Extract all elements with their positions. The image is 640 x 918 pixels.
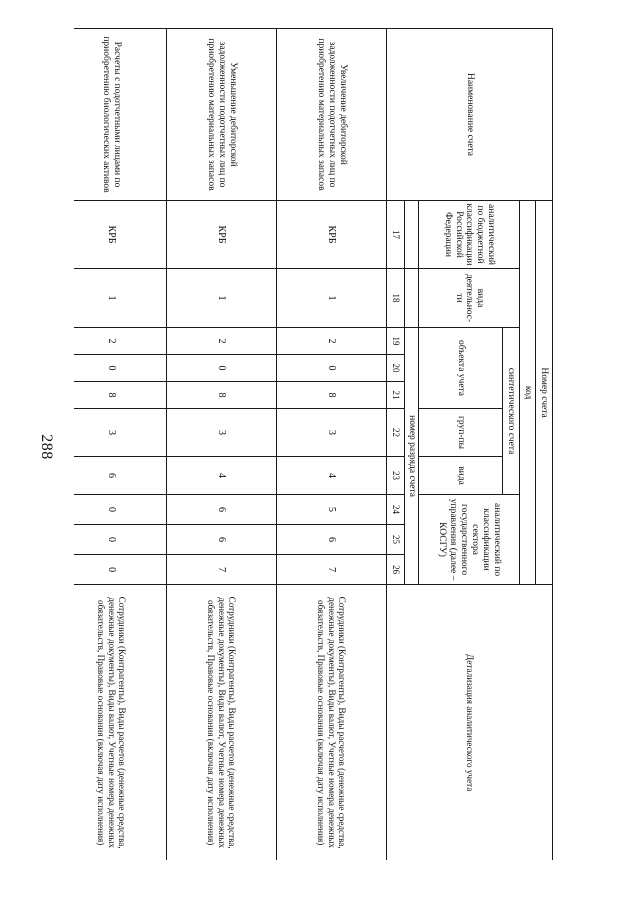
col-num-25: 25 [387, 525, 405, 555]
row-2-d20: 0 [167, 355, 277, 382]
row-1-d19: 2 [277, 328, 387, 355]
rotated-table-frame [74, 28, 553, 860]
col-num-26: 26 [387, 555, 405, 585]
row-2-d21: 8 [167, 382, 277, 409]
col-num-17: 17 [387, 201, 405, 269]
row-2-d18: 1 [167, 269, 277, 328]
row-2-d22: 3 [167, 409, 277, 457]
row-1-d23: 4 [277, 457, 387, 495]
row-2-d24: 6 [167, 495, 277, 525]
row-1-d18: 1 [277, 269, 387, 328]
row-1-d25: 6 [277, 525, 387, 555]
header-activity-type: вида деятельнос-ти [419, 269, 520, 328]
col-num-21: 21 [387, 382, 405, 409]
row-3-d22: 3 [74, 409, 167, 457]
header-account-number: Номер счета [536, 201, 553, 585]
col-num-22: 22 [387, 409, 405, 457]
row-1-d22: 3 [277, 409, 387, 457]
row-1-d24: 5 [277, 495, 387, 525]
row-1-krb: КРБ [277, 201, 387, 269]
col-num-23: 23 [387, 457, 405, 495]
table-row [277, 29, 387, 861]
table-row [74, 29, 167, 861]
header-spacer-17 [405, 201, 419, 269]
row-2-d23: 4 [167, 457, 277, 495]
row-3-d20: 0 [74, 355, 167, 382]
row-3-d19: 2 [74, 328, 167, 355]
row-2-d25: 6 [167, 525, 277, 555]
row-2-d26: 7 [167, 555, 277, 585]
col-num-18: 18 [387, 269, 405, 328]
header-digit-number: номер разряда счета [405, 328, 419, 585]
row-3-d21: 8 [74, 382, 167, 409]
header-code: код [520, 201, 536, 585]
col-num-24: 24 [387, 495, 405, 525]
table-row [167, 29, 277, 861]
row-1-d26: 7 [277, 555, 387, 585]
row-1-detail: Сотрудники (Контрагенты), Виды расчетов (денежные средства, денежные документы), Виды валют, Учетные номера денежных обязательств, Правовые основания (включая дату исполнения) [277, 585, 387, 860]
header-account-name: Наименование счета [387, 29, 553, 201]
row-3-detail: Сотрудники (Контрагенты), Виды расчетов (денежные средства, денежные документы), Виды валют, Учетные номера денежных обязательств, Правовые основания (включая дату исполнения) [74, 585, 167, 860]
row-2-krb: КРБ [167, 201, 277, 269]
row-3-name: Расчеты с подотчетными лицами по приобретению биологических активов [74, 29, 167, 201]
row-3-d18: 1 [74, 269, 167, 328]
header-group: груп-пы [419, 409, 503, 457]
header-kind: вида [419, 457, 503, 495]
row-1-name: Увеличение дебиторской задолженности подотчетных лиц по приобретению материальных запасов [277, 29, 387, 201]
row-3-d24: 0 [74, 495, 167, 525]
row-2-detail: Сотрудники (Контрагенты), Виды расчетов (денежные средства, денежные документы), Виды валют, Учетные номера денежных обязательств, Правовые основания (включая дату исполнения) [167, 585, 277, 860]
col-num-20: 20 [387, 355, 405, 382]
row-3-d26: 0 [74, 555, 167, 585]
header-analytical-kosgu: аналитический по классификации сектора государственного управления (далее – КОСГУ) [419, 495, 520, 585]
accounts-table [74, 28, 553, 860]
header-synthetic: синтетического счета [503, 328, 520, 495]
row-1-d20: 0 [277, 355, 387, 382]
page-number: 288 [37, 434, 55, 460]
row-3-d23: 6 [74, 457, 167, 495]
header-detail: Детализация аналитического учета [387, 585, 553, 860]
rotated-table-content [74, 28, 553, 860]
row-2-name: Уменьшение дебиторской задолженности подотчетных лиц по приобретению материальных запасов [167, 29, 277, 201]
header-spacer-18 [405, 269, 419, 328]
header-object: объекта учета [419, 328, 503, 409]
row-1-d21: 8 [277, 382, 387, 409]
row-3-krb: КРБ [74, 201, 167, 269]
row-2-d19: 2 [167, 328, 277, 355]
header-analytical-budget: аналитический по бюджетной классификации Российской Федерации [419, 201, 520, 269]
col-num-19: 19 [387, 328, 405, 355]
row-3-d25: 0 [74, 525, 167, 555]
